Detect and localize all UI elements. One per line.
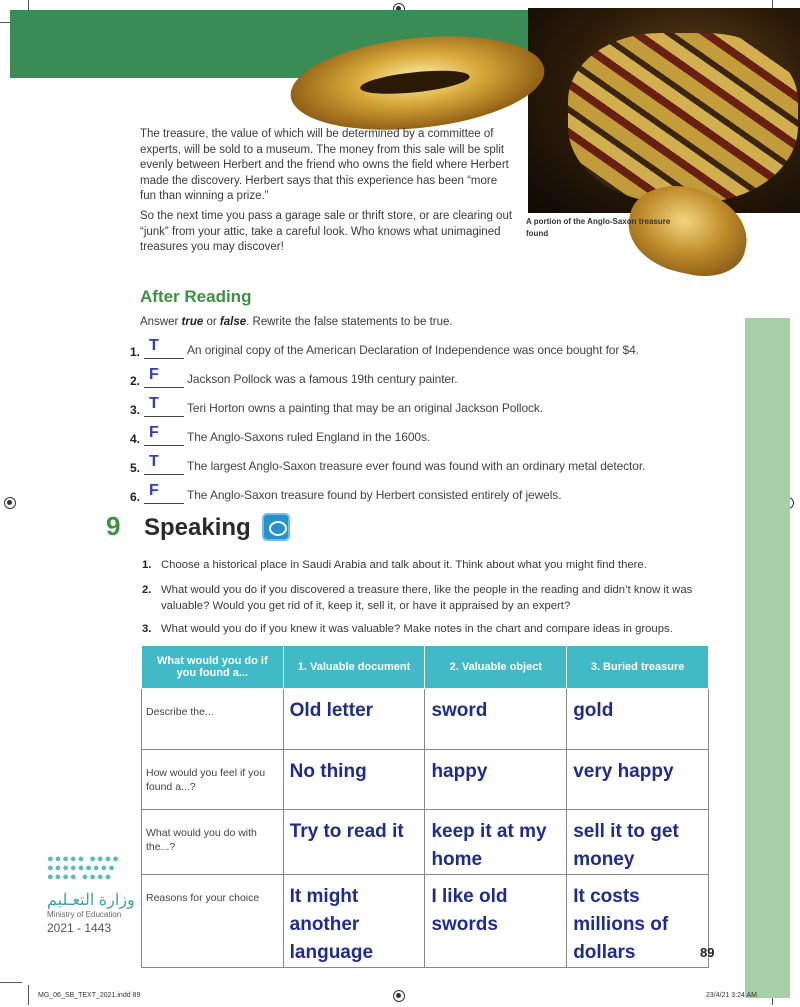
speech-bubble-icon xyxy=(262,513,290,541)
answer-cell[interactable]: sword xyxy=(425,689,567,750)
table-row xyxy=(142,810,709,875)
ministry-logo xyxy=(47,855,147,935)
section-title: Speaking xyxy=(144,514,251,541)
answer-cell[interactable]: very happy xyxy=(567,750,709,810)
table-row xyxy=(142,750,709,810)
true-false-item: 5. T The largest Anglo-Saxon treasure ever found was found with an ordinary metal detector. xyxy=(130,453,646,475)
registration-mark-icon xyxy=(393,990,405,1002)
answer-cell[interactable]: gold xyxy=(567,689,709,750)
side-strip xyxy=(745,318,790,998)
answer-blank[interactable]: F xyxy=(144,370,184,388)
answer-cell[interactable]: happy xyxy=(425,750,567,810)
table-row xyxy=(142,689,709,750)
row-label: What would you do with the...? xyxy=(142,810,284,875)
row-label: Reasons for your choice xyxy=(142,875,284,968)
answer-cell[interactable]: I like old swords xyxy=(425,875,567,968)
ministry-year: 2021 - 1443 xyxy=(47,921,112,935)
answer-blank[interactable]: T xyxy=(144,457,184,475)
true-false-item: 4. F The Anglo-Saxons ruled England in the 1600s. xyxy=(130,424,431,446)
footer-timestamp: 23/4/21 3:24 AM xyxy=(706,992,757,999)
instruction: Answer true or false. Rewrite the false statements to be true. xyxy=(140,316,453,328)
answer-cell[interactable]: sell it to get money xyxy=(567,810,709,875)
table-header: What would you do if you found a... xyxy=(142,646,284,689)
reading-paragraph: The treasure, the value of which will be determined by a committee of experts, will be sold to a museum. The money from this sale will be split evenly between Herbert and the friend who owns the field where Herbert made the discovery. Herbert says that this experience has been “more fun than winning a prize.” xyxy=(140,128,509,202)
footer-filename: MG_06_SB_TEXT_2021.indd 89 xyxy=(38,992,141,999)
section-title: After Reading xyxy=(140,287,252,306)
answer-cell[interactable]: It costs millions of dollars xyxy=(567,875,709,968)
logo-dots-icon: ●●●●● ●●●● ●●●●●●●●● ●●●● ●●●● xyxy=(47,853,120,883)
true-false-item: 3. T Teri Horton owns a painting that may be an original Jackson Pollock. xyxy=(130,395,544,417)
speaking-question: 3. What would you do if you knew it was valuable? Make notes in the chart and compare ideas in groups. xyxy=(142,623,673,635)
answer-cell[interactable]: No thing xyxy=(283,750,425,810)
treasure-photo xyxy=(528,8,800,213)
answer-cell[interactable]: Old letter xyxy=(283,689,425,750)
crop-mark xyxy=(28,985,29,1005)
section-number: 9 xyxy=(106,511,121,541)
answer-blank[interactable]: F xyxy=(144,428,184,446)
row-label: Describe the... xyxy=(142,689,284,750)
table-header: 1. Valuable document xyxy=(283,646,425,689)
notes-chart xyxy=(141,645,709,968)
crop-mark xyxy=(0,982,22,983)
page-number: 89 xyxy=(700,945,715,960)
reading-paragraph: So the next time you pass a garage sale or thrift store, or are clearing out “junk” from your attic, take a careful look. Who knows what unimagined treasures you may discover! xyxy=(140,210,513,253)
ministry-name-arabic: وزارة التعـليم xyxy=(47,892,135,909)
registration-mark-icon xyxy=(4,497,16,509)
answer-cell[interactable]: keep it at my home xyxy=(425,810,567,875)
answer-cell[interactable]: It might another language xyxy=(283,875,425,968)
true-false-item: 1. T An original copy of the American Declaration of Independence was once bought for $4. xyxy=(130,337,639,359)
photo-caption: A portion of the Anglo-Saxon treasure found xyxy=(526,217,671,238)
table-header: 3. Buried treasure xyxy=(567,646,709,689)
answer-blank[interactable]: T xyxy=(144,399,184,417)
ministry-name-english: Ministry of Education xyxy=(47,910,122,919)
answer-blank[interactable]: T xyxy=(144,341,184,359)
true-false-item: 6. F The Anglo-Saxon treasure found by Herbert consisted entirely of jewels. xyxy=(130,482,562,504)
true-false-item: 2. F Jackson Pollock was a famous 19th century painter. xyxy=(130,366,458,388)
answer-blank[interactable]: F xyxy=(144,486,184,504)
table-row xyxy=(142,875,709,968)
table-header: 2. Valuable object xyxy=(425,646,567,689)
answer-cell[interactable]: Try to read it xyxy=(283,810,425,875)
speaking-question: 1. Choose a historical place in Saudi Arabia and talk about it. Think about what you might find there. xyxy=(142,559,647,571)
speaking-question: 2. What would you do if you discovered a treasure there, like the people in the reading and didn’t know it was valuable? Would you get rid of it, keep it, sell it, or have it appraised by an expert? xyxy=(142,584,693,612)
row-label: How would you feel if you found a...? xyxy=(142,750,284,810)
